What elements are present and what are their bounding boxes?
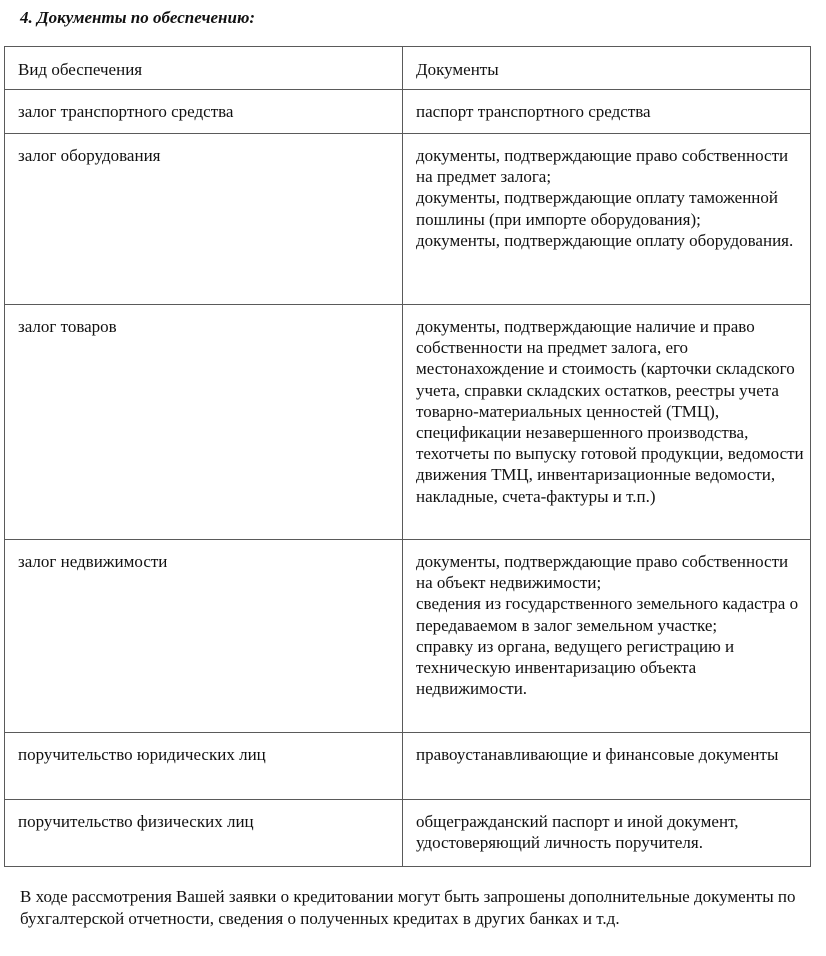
table-row bbox=[5, 305, 811, 540]
type-cell bbox=[5, 733, 403, 800]
document-item: документы, подтверждающие оплату таможенной пошлины (при импорте оборудования); bbox=[416, 188, 778, 229]
docs-cell bbox=[403, 305, 811, 540]
table-header-row bbox=[5, 47, 811, 90]
type-cell bbox=[5, 134, 403, 305]
table-row bbox=[5, 90, 811, 134]
document-item: паспорт транспортного средства bbox=[416, 102, 651, 121]
docs-cell bbox=[403, 540, 811, 733]
document-item: правоустанавливающие и финансовые документы bbox=[416, 745, 779, 764]
docs-cell bbox=[403, 90, 811, 134]
table-row bbox=[5, 540, 811, 733]
header-label: Вид обеспечения bbox=[18, 60, 143, 79]
document-item: документы, подтверждающие право собственности на объект недвижимости; bbox=[416, 552, 789, 593]
table-row bbox=[5, 733, 811, 800]
document-item: сведения из государственного земельного кадастра о передаваемом в залог земельном участке; bbox=[416, 594, 799, 635]
document-item: документы, подтверждающие наличие и право собственности на предмет залога, его местонахождение и стоимость (карточки складского учета, справки складских остатков, реестры учета товарно-материальных ценностей (ТМЦ), спецификации незавершенного производства, техотчеты по выпуску готовой продукции, ведомости движения ТМЦ, инвентаризационные ведомости, накладные, счета-фактуры и т.п.) bbox=[416, 317, 804, 506]
collateral-type: залог товаров bbox=[18, 317, 117, 336]
collateral-type: залог транспортного средства bbox=[18, 102, 234, 121]
document-item: документы, подтверждающие право собственности на предмет залога; bbox=[416, 146, 789, 187]
document-item: документы, подтверждающие оплату оборудования. bbox=[416, 230, 794, 250]
type-cell bbox=[5, 305, 403, 540]
collateral-type: поручительство юридических лиц bbox=[18, 745, 266, 764]
collateral-type: поручительство физических лиц bbox=[18, 812, 254, 831]
footer-note: В ходе рассмотрения Вашей заявки о кредитовании могут быть запрошены дополнительные документы по бухгалтерской отчетности, сведения о полученных кредитах в других банках и т.д. bbox=[20, 887, 796, 928]
header-cell-docs bbox=[403, 47, 811, 90]
collateral-type: залог оборудования bbox=[18, 146, 161, 165]
document-item: общегражданский паспорт и иной документ, удостоверяющий личность поручителя. bbox=[416, 812, 739, 853]
header-label: Документы bbox=[416, 60, 499, 79]
type-cell bbox=[5, 540, 403, 733]
docs-cell bbox=[403, 134, 811, 305]
table-row bbox=[5, 800, 811, 867]
header-cell-type bbox=[5, 47, 403, 90]
type-cell bbox=[5, 800, 403, 867]
docs-cell bbox=[403, 733, 811, 800]
section-heading: 4. Документы по обеспечению: bbox=[20, 8, 256, 27]
document-item: справку из органа, ведущего регистрацию и техническую инвентаризацию объекта недвижимости. bbox=[416, 636, 735, 699]
type-cell bbox=[5, 90, 403, 134]
docs-cell bbox=[403, 800, 811, 867]
collateral-type: залог недвижимости bbox=[18, 552, 168, 571]
table-row bbox=[5, 134, 811, 305]
documents-table bbox=[4, 46, 811, 867]
